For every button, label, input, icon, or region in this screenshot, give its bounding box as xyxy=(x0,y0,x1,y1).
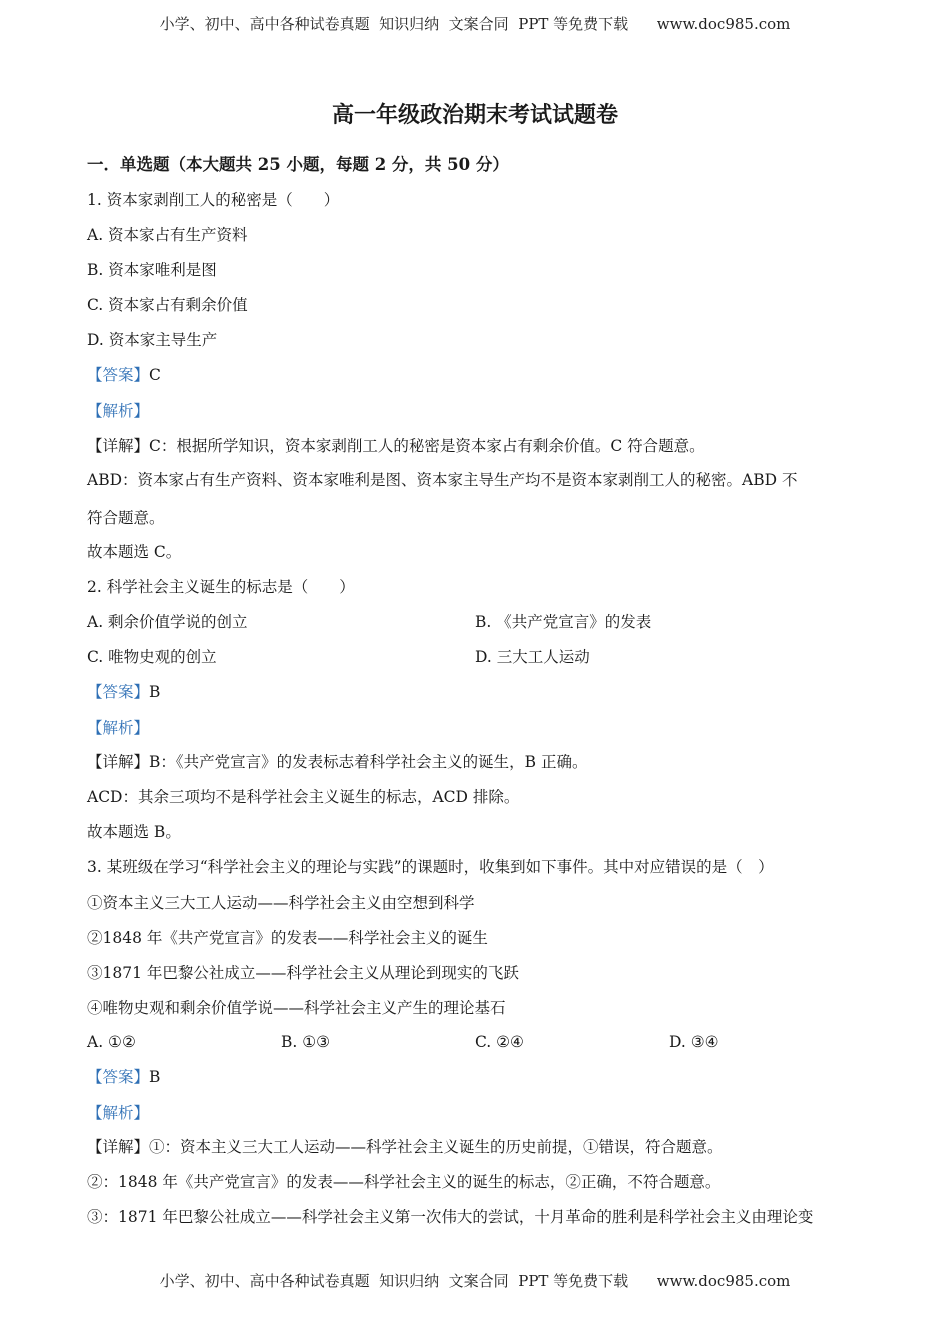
page-title: 高一年级政治期末考试试题卷 xyxy=(331,102,618,128)
q1-option-c: C. 资本家占有剩余价值 xyxy=(87,296,248,314)
q1-detail-text: C：根据所学知识，资本家剥削工人的秘密是资本家占有剩余价值。C 符合题意。 xyxy=(149,437,705,455)
q1-option-b: B. 资本家唯利是图 xyxy=(87,261,217,279)
q3-item-2: ②1848 年《共产党宣言》的发表——科学社会主义的诞生 xyxy=(87,929,488,947)
q2-option-c: C. 唯物史观的创立 xyxy=(87,648,217,666)
detail-label: 【详解】 xyxy=(87,753,150,771)
q3-item-4: ④唯物史观和剩余价值学说——科学社会主义产生的理论基石 xyxy=(87,999,506,1017)
q2-answer xyxy=(87,682,160,702)
page-footer: 小学、初中、高中各种试卷真题 知识归纳 文案合同 PPT 等免费下载 www.doc985.com xyxy=(159,1272,791,1290)
q3-detail-line3: ③：1871 年巴黎公社成立——科学社会主义第一次伟大的尝试，十月革命的胜利是科学社会主义由理论变 xyxy=(87,1208,814,1226)
q2-option-b: B. 《共产党宣言》的发表 xyxy=(475,613,652,631)
detail-label: 【详解】 xyxy=(87,437,150,455)
q2-detail xyxy=(87,752,587,772)
q3-detail-line2: ②：1848 年《共产党宣言》的发表——科学社会主义的诞生的标志，②正确，不符合题意。 xyxy=(87,1173,721,1191)
q3-item-1: ①资本主义三大工人运动——科学社会主义由空想到科学 xyxy=(87,894,475,912)
q3-option-c: C. ②④ xyxy=(475,1033,524,1051)
q2-stem: 2. 科学社会主义诞生的标志是（ ） xyxy=(87,578,355,596)
q1-detail xyxy=(87,436,705,456)
q1-option-d: D. 资本家主导生产 xyxy=(87,331,218,349)
analysis-label: 【解析】 xyxy=(87,719,150,737)
detail-label: 【详解】 xyxy=(87,1138,150,1156)
q1-option-a: A. 资本家占有生产资料 xyxy=(87,226,248,244)
q3-analysis-label xyxy=(87,1103,149,1123)
answer-label: 【答案】 xyxy=(87,1068,150,1086)
q1-answer xyxy=(87,365,161,385)
q3-item-3: ③1871 年巴黎公社成立——科学社会主义从理论到现实的飞跃 xyxy=(87,964,519,982)
q2-answer-value: B xyxy=(149,683,161,701)
q3-option-a: A. ①② xyxy=(87,1033,136,1051)
q1-detail-line3: 符合题意。 xyxy=(87,509,165,527)
q1-answer-value: C xyxy=(149,366,161,384)
q2-detail-line2: ACD：其余三项均不是科学社会主义诞生的标志，ACD 排除。 xyxy=(87,788,520,806)
q3-answer xyxy=(87,1067,160,1087)
q2-detail-text: B：《共产党宣言》的发表标志着科学社会主义的诞生，B 正确。 xyxy=(149,753,588,771)
q2-analysis-label xyxy=(87,718,149,738)
q2-conclusion: 故本题选 B。 xyxy=(87,823,181,841)
q3-detail-text: ①：资本主义三大工人运动——科学社会主义诞生的历史前提，①错误，符合题意。 xyxy=(149,1138,723,1156)
answer-label: 【答案】 xyxy=(87,366,150,384)
analysis-label: 【解析】 xyxy=(87,402,150,420)
q1-conclusion: 故本题选 C。 xyxy=(87,543,182,561)
q3-answer-value: B xyxy=(149,1068,161,1086)
section-heading: 一．单选题（本大题共 25 小题，每题 2 分，共 50 分） xyxy=(87,155,509,174)
q1-detail-line2: ABD：资本家占有生产资料、资本家唯利是图、资本家主导生产均不是资本家剥削工人的秘密。ABD 不 xyxy=(87,471,798,489)
q3-option-d: D. ③④ xyxy=(669,1033,719,1051)
q3-detail xyxy=(87,1137,723,1157)
q2-option-d: D. 三大工人运动 xyxy=(475,648,590,666)
q1-analysis-label xyxy=(87,401,149,421)
q3-stem: 3. 某班级在学习“科学社会主义的理论与实践”的课题时，收集到如下事件。其中对应错误的是（ ） xyxy=(87,858,774,876)
page-header: 小学、初中、高中各种试卷真题 知识归纳 文案合同 PPT 等免费下载 www.doc985.com xyxy=(159,15,791,33)
q2-option-a: A. 剩余价值学说的创立 xyxy=(87,613,248,631)
q3-option-b: B. ①③ xyxy=(281,1033,331,1051)
q1-stem: 1. 资本家剥削工人的秘密是（ ） xyxy=(87,191,340,209)
answer-label: 【答案】 xyxy=(87,683,150,701)
analysis-label: 【解析】 xyxy=(87,1104,150,1122)
